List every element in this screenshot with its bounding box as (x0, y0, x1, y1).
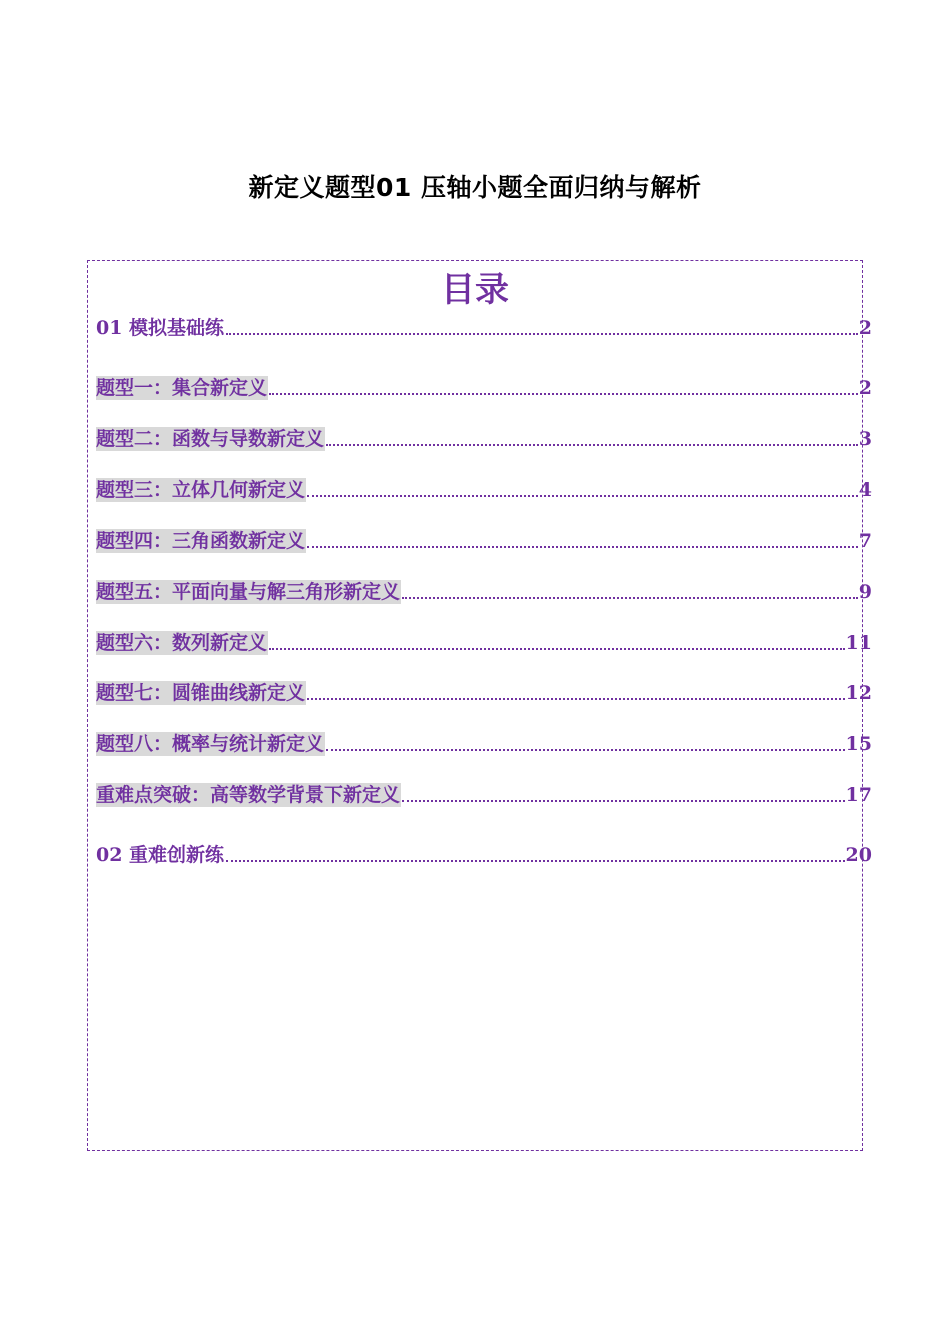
toc-entry-type-2[interactable] (96, 425, 872, 451)
toc-dot-leader (402, 597, 858, 599)
toc-entry-label: 01 模拟基础练 (96, 317, 225, 339)
toc-entry-breakthrough[interactable] (96, 781, 872, 807)
toc-heading: 目录 (441, 270, 509, 310)
toc-page-number: 17 (845, 784, 872, 806)
toc-entry-label: 题型五：平面向量与解三角形新定义 (96, 581, 401, 603)
toc-entry-section-02[interactable] (96, 841, 872, 867)
toc-entry-type-4[interactable] (96, 527, 872, 553)
toc-entry-label: 题型二：函数与导数新定义 (96, 428, 325, 450)
toc-entry-label: 题型六：数列新定义 (96, 632, 268, 654)
toc-entry-label: 题型四：三角函数新定义 (96, 530, 306, 552)
toc-entry-section-01[interactable] (96, 314, 872, 340)
toc-page-number: 15 (845, 733, 872, 755)
toc-page-number: 4 (858, 479, 872, 501)
toc-entry-label: 题型七：圆锥曲线新定义 (96, 682, 306, 704)
toc-dot-leader (402, 800, 845, 802)
toc-dot-leader (269, 393, 858, 395)
toc-page-number: 2 (858, 377, 872, 399)
toc-entry-label: 题型三：立体几何新定义 (96, 479, 306, 501)
toc-dot-leader (307, 546, 858, 548)
toc-entry-label: 题型八：概率与统计新定义 (96, 733, 325, 755)
document-title: 新定义题型01 压轴小题全面归纳与解析 (248, 173, 702, 202)
toc-entry-label: 02 重难创新练 (96, 844, 225, 866)
toc-page-number: 7 (858, 530, 872, 552)
toc-dot-leader (269, 648, 845, 650)
toc-page-number: 12 (845, 682, 872, 704)
toc-entry-label: 重难点突破：高等数学背景下新定义 (96, 784, 401, 806)
toc-entry-type-7[interactable] (96, 679, 872, 705)
toc-dot-leader (226, 860, 844, 862)
toc-dot-leader (307, 698, 845, 700)
toc-dot-leader (326, 444, 858, 446)
toc-entry-type-6[interactable] (96, 629, 872, 655)
toc-entry-type-8[interactable] (96, 730, 872, 756)
toc-page-number: 3 (858, 428, 872, 450)
toc-page-number: 11 (845, 632, 872, 654)
toc-entry-type-5[interactable] (96, 578, 872, 604)
toc-entry-type-1[interactable] (96, 374, 872, 400)
toc-dot-leader (226, 333, 858, 335)
toc-dot-leader (307, 495, 858, 497)
toc-entry-type-3[interactable] (96, 476, 872, 502)
toc-dot-leader (326, 749, 845, 751)
toc-page-number: 9 (858, 581, 872, 603)
toc-entry-label: 题型一：集合新定义 (96, 377, 268, 399)
toc-page-number: 20 (845, 844, 872, 866)
toc-page-number: 2 (858, 317, 872, 339)
